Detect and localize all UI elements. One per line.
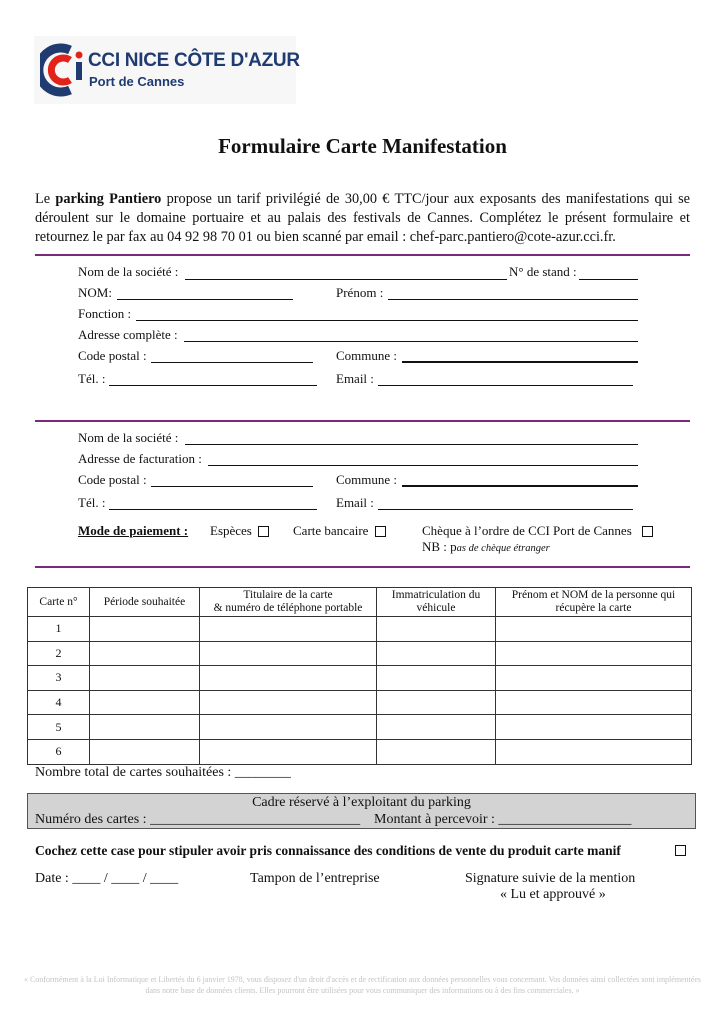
row-number: 3 — [28, 666, 90, 691]
cards-table — [27, 587, 692, 765]
table-header-row — [28, 588, 692, 617]
cell[interactable] — [496, 715, 692, 740]
cell[interactable] — [200, 690, 377, 715]
cp-label: Code postal : — [78, 348, 147, 363]
stamp-label: Tampon de l’entreprise — [250, 871, 380, 886]
stand-field[interactable] — [579, 279, 638, 280]
email-field[interactable] — [378, 385, 633, 386]
billing-cp-field[interactable] — [151, 486, 313, 487]
intro-post: propose un tarif privilégié de 30,00 € TTC/jour aux exposants des manifestations qui se déroulent sur le domaine portuaire et au palais des festivals de Cannes. Complétez le présent formulaire et retournez le par fax au 04 92 98 70 01 ou bien scanné par email : chef-parc.pantiero@cote-azur.cci.fr. — [35, 191, 690, 245]
reserved-cards: Numéro des cartes : ______________________________ — [35, 812, 361, 827]
billing-commune-field[interactable] — [402, 485, 638, 487]
cell[interactable] — [200, 641, 377, 666]
billing-address-field[interactable] — [208, 465, 638, 466]
intro-paragraph — [35, 190, 690, 247]
cell[interactable] — [496, 641, 692, 666]
nom-label: NOM: — [78, 285, 112, 300]
carte-checkbox[interactable] — [375, 526, 386, 537]
conditions-text: Cochez cette case pour stipuler avoir pris connaissance des conditions de vente du produit carte manif — [35, 843, 621, 858]
cell[interactable] — [377, 666, 496, 691]
billing-address-label: Adresse de facturation : — [78, 451, 202, 466]
cell[interactable] — [377, 739, 496, 764]
fonction-label: Fonction : — [78, 306, 132, 321]
prenom-label: Prénom : — [336, 285, 384, 300]
col-recuperateur: Prénom et NOM de la personne qui récupère la carte — [496, 588, 692, 617]
billing-commune-label: Commune : — [336, 472, 398, 487]
divider — [35, 420, 690, 422]
billing-tel-label: Tél. : — [78, 495, 106, 510]
col-carte: Carte n° — [28, 588, 90, 617]
row-number: 5 — [28, 715, 90, 740]
payment-label: Mode de paiement : — [78, 523, 189, 538]
adresse-field[interactable] — [184, 341, 638, 342]
cell[interactable] — [377, 641, 496, 666]
table-row — [28, 715, 692, 740]
billing-cp-label: Code postal : — [78, 472, 147, 487]
company-field[interactable] — [185, 279, 507, 280]
tel-label: Tél. : — [78, 371, 106, 386]
col-immatriculation: Immatriculation du véhicule — [377, 588, 496, 617]
logo-line-2: Port de Cannes — [89, 74, 185, 89]
cell[interactable] — [200, 739, 377, 764]
row-number: 2 — [28, 641, 90, 666]
cell[interactable] — [200, 715, 377, 740]
cell[interactable] — [377, 690, 496, 715]
cell[interactable] — [496, 617, 692, 642]
fonction-field[interactable] — [136, 320, 638, 321]
intro-bold: parking Pantiero — [55, 191, 162, 207]
col-periode: Période souhaitée — [90, 588, 200, 617]
billing-email-label: Email : — [336, 495, 374, 510]
date-field[interactable]: Date : ____ / ____ / ____ — [35, 871, 179, 886]
cell[interactable] — [496, 666, 692, 691]
table-row — [28, 739, 692, 764]
email-label: Email : — [336, 371, 374, 386]
billing-company-field[interactable] — [185, 444, 638, 445]
cheque-label: Chèque à l’ordre de CCI Port de Cannes — [422, 523, 632, 538]
payment-especes — [210, 523, 252, 539]
cell[interactable] — [377, 617, 496, 642]
cell[interactable] — [90, 715, 200, 740]
row-number: 6 — [28, 739, 90, 764]
table-row — [28, 641, 692, 666]
cell[interactable] — [90, 690, 200, 715]
nb-italic: as de chèque étranger — [456, 543, 550, 554]
conditions-checkbox[interactable] — [675, 845, 686, 856]
nb-note — [422, 539, 550, 555]
stand-label: N° de stand : — [509, 264, 577, 279]
billing-company-label: Nom de la société : — [78, 430, 179, 445]
especes-label: Espèces — [210, 523, 252, 538]
cell[interactable] — [200, 666, 377, 691]
adresse-label: Adresse complète : — [78, 327, 178, 342]
nom-field[interactable] — [117, 299, 293, 300]
cell[interactable] — [90, 666, 200, 691]
cell[interactable] — [90, 641, 200, 666]
commune-label: Commune : — [336, 348, 398, 363]
prenom-field[interactable] — [388, 299, 638, 300]
row-number: 1 — [28, 617, 90, 642]
signature-label-2: « Lu et approuvé » — [500, 887, 606, 902]
especes-checkbox[interactable] — [258, 526, 269, 537]
billing-tel-field[interactable] — [109, 509, 317, 510]
reserved-title: Cadre réservé à l’exploitant du parking — [252, 795, 471, 810]
table-row — [28, 617, 692, 642]
total-cards: Nombre total de cartes souhaitées : ________ — [35, 765, 291, 780]
col-titulaire: Titulaire de la carte & numéro de téléphone portable — [200, 588, 377, 617]
company-label: Nom de la société : — [78, 264, 179, 279]
cp-field[interactable] — [151, 362, 313, 363]
cell[interactable] — [90, 739, 200, 764]
reserved-box — [27, 793, 696, 829]
tel-field[interactable] — [109, 385, 317, 386]
table-row — [28, 690, 692, 715]
reserved-amount: Montant à percevoir : ___________________ — [374, 812, 632, 827]
divider — [35, 254, 690, 256]
carte-label: Carte bancaire — [293, 523, 369, 538]
table-row — [28, 666, 692, 691]
cci-logo — [34, 36, 300, 104]
cheque-checkbox[interactable] — [642, 526, 653, 537]
divider — [35, 566, 690, 568]
legal-footer: « Conformément à la Loi Informatique et Libertés du 6 janvier 1978, vous disposez d'un droit d'accès et de rectification aux données personnelles vous concernant. Vos données ainsi collectées sont implémentées dans notre base de données clients. Elles pourront être utilisées pour vous communiquer des informations ou à des fins commerciales. » — [23, 975, 702, 995]
signature-label-1: Signature suivie de la mention — [465, 871, 636, 886]
cell[interactable] — [377, 715, 496, 740]
intro-pre: Le — [35, 191, 56, 207]
commune-field[interactable] — [402, 361, 638, 363]
cell[interactable] — [200, 617, 377, 642]
cell[interactable] — [496, 690, 692, 715]
nb-prefix: NB : p — [422, 539, 457, 554]
cell[interactable] — [496, 739, 692, 764]
page-title: Formulaire Carte Manifestation — [218, 134, 507, 158]
logo-line-1: CCI NICE CÔTE D'AZUR — [88, 50, 300, 71]
billing-email-field[interactable] — [378, 509, 633, 510]
row-number: 4 — [28, 690, 90, 715]
cell[interactable] — [90, 617, 200, 642]
cci-logo-icon — [40, 42, 88, 98]
